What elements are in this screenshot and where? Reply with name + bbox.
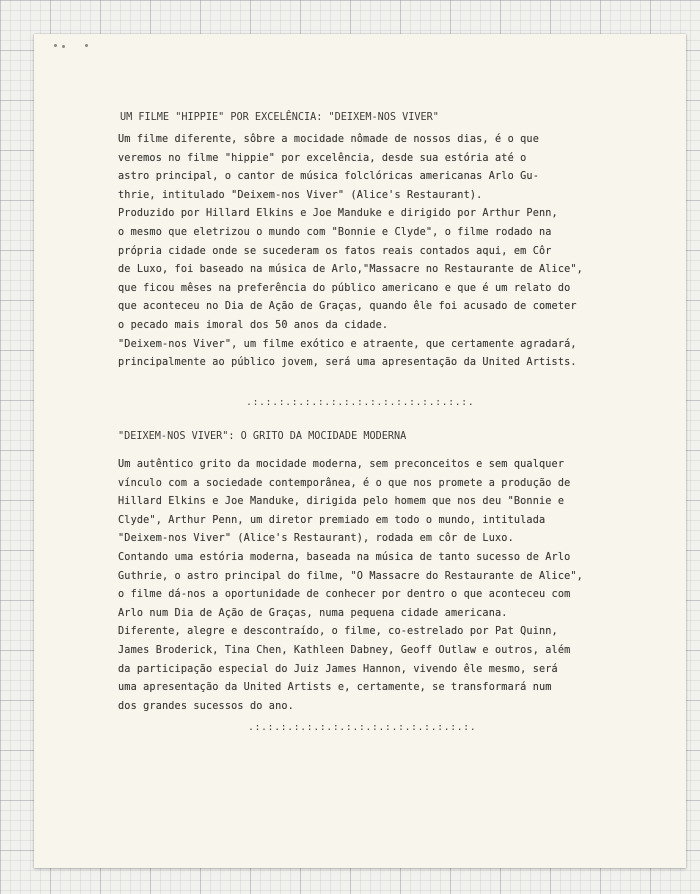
- text-line: de Luxo, foi baseado na música de Arlo,"Massacre no Restaurante de Alice",: [118, 264, 583, 276]
- punch-mark: [85, 44, 88, 47]
- text-line: "Deixem-nos Viver" (Alice's Restaurant), rodada em côr de Luxo.: [118, 533, 514, 545]
- text-line: dos grandes sucessos do ano.: [118, 700, 294, 712]
- punch-mark: [54, 44, 57, 47]
- text-line: veremos no filme "hippie" por excelência, desde sua estória até o: [118, 152, 527, 164]
- article-2-separator: .:.:.:.:.:.:.:.:.:.:.:.:.:.:.:.:.:.: [248, 722, 477, 733]
- text-line: da participação especial do Juiz James Hannon, vivendo êle mesmo, será: [118, 663, 558, 675]
- text-line: astro principal, o cantor de música folclóricas americanas Arlo Gu-: [118, 171, 539, 183]
- text-line: o mesmo que eletrizou o mundo com "Bonnie e Clyde", o filme rodado na: [118, 226, 552, 238]
- article-2-body: [118, 456, 638, 716]
- article-2-title: "DEIXEM-NOS VIVER": O GRITO DA MOCIDADE MODERNA: [118, 431, 407, 442]
- text-line: uma apresentação da United Artists e, certamente, se transformará num: [118, 682, 552, 694]
- punch-mark: [62, 45, 65, 48]
- text-line: o filme dá-nos a oportunidade de conhecer por dentro o que aconteceu com: [118, 589, 571, 601]
- text-line: James Broderick, Tina Chen, Kathleen Dabney, Geoff Outlaw e outros, além: [118, 644, 571, 656]
- article-1-body: [118, 131, 638, 373]
- text-line: que aconteceu no Dia de Ação de Graças, quando êle foi acusado de cometer: [118, 301, 577, 313]
- text-line: Contando uma estória moderna, baseada na música de tanto sucesso de Arlo: [118, 551, 571, 563]
- text-line: Um autêntico grito da mocidade moderna, sem preconceitos e sem qualquer: [118, 459, 565, 470]
- text-line: principalmente ao público jovem, será uma apresentação da United Artists.: [118, 357, 577, 369]
- text-line: o pecado mais imoral dos 50 anos da cidade.: [118, 319, 389, 331]
- article-1-title: UM FILME "HIPPIE" POR EXCELÊNCIA: "DEIXEM-NOS VIVER": [120, 112, 439, 123]
- text-line: Guthrie, o astro principal do filme, "O Massacre do Restaurante de Alice",: [118, 570, 583, 582]
- text-line: Produzido por Hillard Elkins e Joe Manduke e dirigido por Arthur Penn,: [118, 208, 558, 220]
- text-line: Diferente, alegre e descontraído, o filme, co-estrelado por Pat Quinn,: [118, 626, 558, 638]
- text-line: "Deixem-nos Viver", um filme exótico e atraente, que certamente agradará,: [118, 338, 577, 350]
- article-1-separator: .:.:.:.:.:.:.:.:.:.:.:.:.:.:.:.:.:.: [246, 397, 475, 408]
- text-line: própria cidade onde se sucederam os fatos reais contados aqui, em Côr: [118, 245, 552, 257]
- text-line: thrie, intitulado "Deixem-nos Viver" (Alice's Restaurant).: [118, 189, 483, 201]
- text-line: Clyde", Arthur Penn, um diretor premiado em todo o mundo, intitulada: [118, 514, 546, 526]
- text-line: vínculo com a sociedade contemporânea, é o que nos promete a produção de: [118, 477, 571, 489]
- text-line: Hillard Elkins e Joe Manduke, dirigida pelo homem que nos deu "Bonnie e: [118, 496, 565, 508]
- text-line: Arlo num Dia de Ação de Graças, numa pequena cidade americana.: [118, 607, 508, 619]
- text-line: que ficou mêses na preferência do público americano e que é um relato do: [118, 282, 571, 294]
- text-line: Um filme diferente, sôbre a mocidade nômade de nossos dias, é o que: [118, 134, 539, 145]
